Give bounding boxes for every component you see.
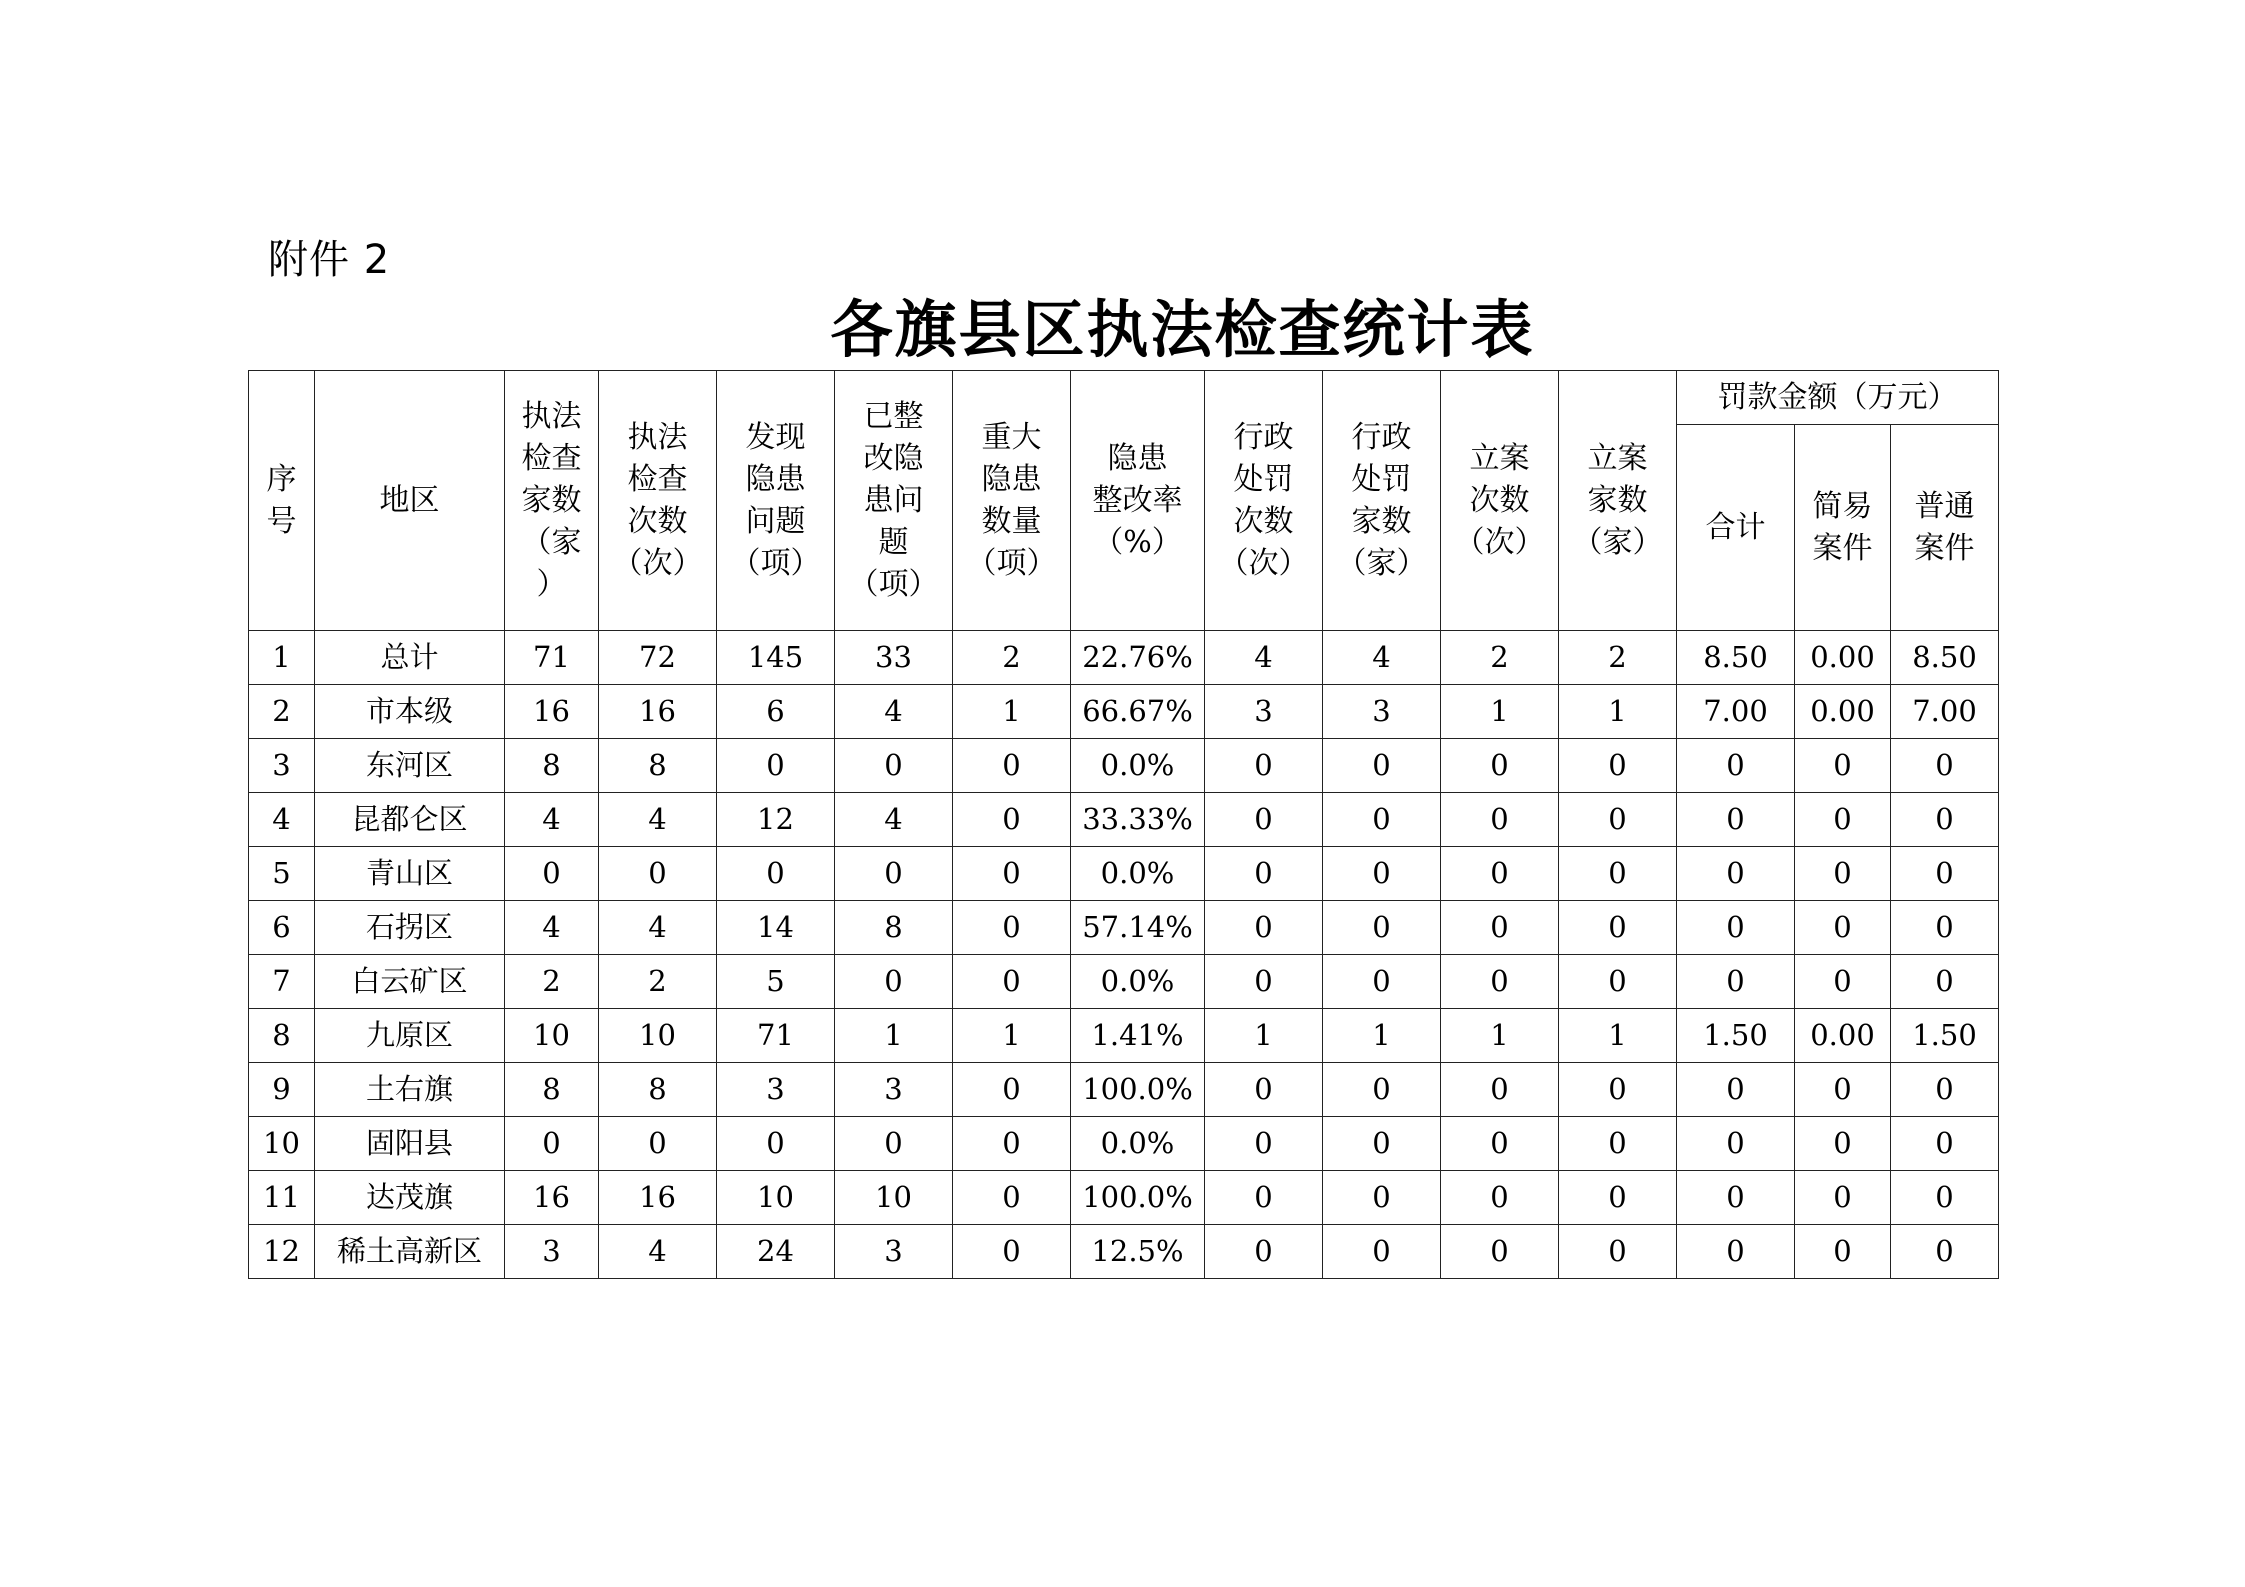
cell-case-units: 1 bbox=[1559, 1009, 1677, 1063]
cell-hazards-found: 0 bbox=[717, 1117, 835, 1171]
cell-fine-normal: 0 bbox=[1891, 847, 1999, 901]
cell-seq: 8 bbox=[249, 1009, 315, 1063]
cell-fine-simple: 0 bbox=[1795, 793, 1891, 847]
cell-admin-penalty-count: 0 bbox=[1205, 1063, 1323, 1117]
cell-fix-rate: 22.76% bbox=[1071, 631, 1205, 685]
cell-admin-penalty-units: 0 bbox=[1323, 1171, 1441, 1225]
cell-hazards-fixed: 3 bbox=[835, 1063, 953, 1117]
cell-fine-total: 0 bbox=[1677, 1063, 1795, 1117]
cell-inspection-count: 4 bbox=[599, 1225, 717, 1279]
cell-admin-penalty-units: 0 bbox=[1323, 955, 1441, 1009]
cell-case-units: 1 bbox=[1559, 685, 1677, 739]
statistics-table bbox=[248, 370, 1999, 1279]
cell-region: 东河区 bbox=[315, 739, 505, 793]
cell-inspection-count: 72 bbox=[599, 631, 717, 685]
cell-fine-total: 0 bbox=[1677, 955, 1795, 1009]
cell-major-hazards: 0 bbox=[953, 793, 1071, 847]
header-fine-normal: 普通 案件 bbox=[1891, 425, 1999, 631]
cell-major-hazards: 1 bbox=[953, 1009, 1071, 1063]
cell-admin-penalty-units: 3 bbox=[1323, 685, 1441, 739]
cell-hazards-fixed: 8 bbox=[835, 901, 953, 955]
cell-fine-normal: 0 bbox=[1891, 1171, 1999, 1225]
table-row bbox=[249, 847, 1999, 901]
cell-fine-normal: 0 bbox=[1891, 1063, 1999, 1117]
cell-case-count: 0 bbox=[1441, 1225, 1559, 1279]
cell-fine-simple: 0 bbox=[1795, 739, 1891, 793]
cell-inspected-units: 4 bbox=[505, 901, 599, 955]
cell-fix-rate: 0.0% bbox=[1071, 1117, 1205, 1171]
cell-admin-penalty-count: 0 bbox=[1205, 1117, 1323, 1171]
cell-major-hazards: 0 bbox=[953, 847, 1071, 901]
cell-case-units: 0 bbox=[1559, 1171, 1677, 1225]
cell-case-units: 0 bbox=[1559, 1117, 1677, 1171]
cell-fine-normal: 0 bbox=[1891, 1225, 1999, 1279]
cell-case-count: 0 bbox=[1441, 1063, 1559, 1117]
cell-admin-penalty-units: 0 bbox=[1323, 847, 1441, 901]
cell-inspected-units: 8 bbox=[505, 1063, 599, 1117]
cell-admin-penalty-units: 0 bbox=[1323, 1117, 1441, 1171]
cell-major-hazards: 0 bbox=[953, 1225, 1071, 1279]
cell-admin-penalty-units: 0 bbox=[1323, 901, 1441, 955]
cell-admin-penalty-count: 3 bbox=[1205, 685, 1323, 739]
table-row bbox=[249, 955, 1999, 1009]
cell-hazards-fixed: 1 bbox=[835, 1009, 953, 1063]
cell-fix-rate: 100.0% bbox=[1071, 1063, 1205, 1117]
cell-major-hazards: 0 bbox=[953, 901, 1071, 955]
cell-case-count: 1 bbox=[1441, 1009, 1559, 1063]
cell-fine-normal: 0 bbox=[1891, 739, 1999, 793]
cell-case-units: 0 bbox=[1559, 847, 1677, 901]
cell-fix-rate: 66.67% bbox=[1071, 685, 1205, 739]
cell-hazards-fixed: 10 bbox=[835, 1171, 953, 1225]
cell-admin-penalty-count: 0 bbox=[1205, 955, 1323, 1009]
page-title: 各旗县区执法检查统计表 bbox=[830, 293, 1535, 366]
cell-fine-simple: 0 bbox=[1795, 1063, 1891, 1117]
cell-seq: 10 bbox=[249, 1117, 315, 1171]
cell-fine-simple: 0 bbox=[1795, 955, 1891, 1009]
cell-admin-penalty-count: 0 bbox=[1205, 1225, 1323, 1279]
header-fine-group: 罚款金额（万元） bbox=[1677, 371, 1999, 425]
cell-major-hazards: 0 bbox=[953, 1171, 1071, 1225]
header-fine-simple: 简易 案件 bbox=[1795, 425, 1891, 631]
cell-inspected-units: 3 bbox=[505, 1225, 599, 1279]
cell-admin-penalty-count: 0 bbox=[1205, 901, 1323, 955]
cell-fine-total: 0 bbox=[1677, 793, 1795, 847]
cell-admin-penalty-units: 0 bbox=[1323, 739, 1441, 793]
cell-case-count: 0 bbox=[1441, 793, 1559, 847]
cell-fix-rate: 1.41% bbox=[1071, 1009, 1205, 1063]
cell-case-count: 0 bbox=[1441, 739, 1559, 793]
cell-inspection-count: 0 bbox=[599, 847, 717, 901]
cell-region: 达茂旗 bbox=[315, 1171, 505, 1225]
cell-case-count: 0 bbox=[1441, 1117, 1559, 1171]
header-fix-rate: 隐患 整改率 （%） bbox=[1071, 371, 1205, 631]
cell-hazards-fixed: 0 bbox=[835, 739, 953, 793]
cell-fine-normal: 8.50 bbox=[1891, 631, 1999, 685]
header-admin-penalty-count: 行政 处罚 次数 （次） bbox=[1205, 371, 1323, 631]
cell-fine-simple: 0 bbox=[1795, 901, 1891, 955]
cell-major-hazards: 0 bbox=[953, 1117, 1071, 1171]
table-row bbox=[249, 1009, 1999, 1063]
cell-hazards-fixed: 0 bbox=[835, 955, 953, 1009]
cell-fine-normal: 0 bbox=[1891, 1117, 1999, 1171]
cell-seq: 7 bbox=[249, 955, 315, 1009]
cell-admin-penalty-units: 0 bbox=[1323, 793, 1441, 847]
cell-admin-penalty-units: 0 bbox=[1323, 1225, 1441, 1279]
cell-region: 土右旗 bbox=[315, 1063, 505, 1117]
cell-case-count: 2 bbox=[1441, 631, 1559, 685]
header-admin-penalty-units: 行政 处罚 家数 （家） bbox=[1323, 371, 1441, 631]
header-region: 地区 bbox=[315, 371, 505, 631]
cell-inspected-units: 0 bbox=[505, 1117, 599, 1171]
cell-fine-total: 0 bbox=[1677, 1225, 1795, 1279]
cell-fine-simple: 0.00 bbox=[1795, 1009, 1891, 1063]
cell-case-units: 0 bbox=[1559, 793, 1677, 847]
cell-case-count: 0 bbox=[1441, 901, 1559, 955]
table-header bbox=[249, 371, 1999, 631]
cell-hazards-found: 5 bbox=[717, 955, 835, 1009]
cell-fix-rate: 33.33% bbox=[1071, 793, 1205, 847]
cell-seq: 4 bbox=[249, 793, 315, 847]
cell-hazards-found: 14 bbox=[717, 901, 835, 955]
cell-hazards-found: 0 bbox=[717, 739, 835, 793]
cell-case-units: 2 bbox=[1559, 631, 1677, 685]
table-row bbox=[249, 685, 1999, 739]
cell-fine-normal: 7.00 bbox=[1891, 685, 1999, 739]
cell-region: 九原区 bbox=[315, 1009, 505, 1063]
cell-region: 昆都仑区 bbox=[315, 793, 505, 847]
cell-region: 青山区 bbox=[315, 847, 505, 901]
header-inspected-units: 执法 检查 家数 （家 ） bbox=[505, 371, 599, 631]
cell-major-hazards: 1 bbox=[953, 685, 1071, 739]
cell-case-units: 0 bbox=[1559, 901, 1677, 955]
cell-fix-rate: 57.14% bbox=[1071, 901, 1205, 955]
cell-case-units: 0 bbox=[1559, 955, 1677, 1009]
header-fine-total: 合计 bbox=[1677, 425, 1795, 631]
cell-admin-penalty-count: 4 bbox=[1205, 631, 1323, 685]
cell-fine-total: 0 bbox=[1677, 847, 1795, 901]
cell-fine-total: 0 bbox=[1677, 1117, 1795, 1171]
cell-inspected-units: 16 bbox=[505, 1171, 599, 1225]
cell-fine-total: 0 bbox=[1677, 739, 1795, 793]
cell-inspected-units: 8 bbox=[505, 739, 599, 793]
cell-hazards-found: 24 bbox=[717, 1225, 835, 1279]
cell-seq: 3 bbox=[249, 739, 315, 793]
header-seq: 序 号 bbox=[249, 371, 315, 631]
header-inspection-count: 执法 检查 次数 （次） bbox=[599, 371, 717, 631]
cell-inspected-units: 4 bbox=[505, 793, 599, 847]
cell-admin-penalty-count: 0 bbox=[1205, 847, 1323, 901]
cell-inspected-units: 10 bbox=[505, 1009, 599, 1063]
cell-major-hazards: 0 bbox=[953, 1063, 1071, 1117]
cell-inspection-count: 10 bbox=[599, 1009, 717, 1063]
cell-inspected-units: 2 bbox=[505, 955, 599, 1009]
cell-fine-normal: 0 bbox=[1891, 793, 1999, 847]
cell-admin-penalty-units: 1 bbox=[1323, 1009, 1441, 1063]
cell-inspected-units: 0 bbox=[505, 847, 599, 901]
cell-fine-normal: 0 bbox=[1891, 901, 1999, 955]
cell-hazards-fixed: 3 bbox=[835, 1225, 953, 1279]
cell-admin-penalty-count: 0 bbox=[1205, 793, 1323, 847]
cell-hazards-found: 71 bbox=[717, 1009, 835, 1063]
table-row bbox=[249, 901, 1999, 955]
cell-admin-penalty-units: 0 bbox=[1323, 1063, 1441, 1117]
table-row bbox=[249, 1225, 1999, 1279]
cell-hazards-found: 145 bbox=[717, 631, 835, 685]
cell-admin-penalty-units: 4 bbox=[1323, 631, 1441, 685]
cell-case-count: 0 bbox=[1441, 847, 1559, 901]
cell-fine-simple: 0.00 bbox=[1795, 631, 1891, 685]
header-hazards-found: 发现 隐患 问题 （项） bbox=[717, 371, 835, 631]
attachment-label: 附件 2 bbox=[268, 237, 391, 283]
cell-admin-penalty-count: 0 bbox=[1205, 1171, 1323, 1225]
cell-case-count: 1 bbox=[1441, 685, 1559, 739]
cell-hazards-fixed: 0 bbox=[835, 847, 953, 901]
cell-fine-normal: 0 bbox=[1891, 955, 1999, 1009]
cell-fine-normal: 1.50 bbox=[1891, 1009, 1999, 1063]
cell-region: 固阳县 bbox=[315, 1117, 505, 1171]
cell-fix-rate: 0.0% bbox=[1071, 847, 1205, 901]
cell-fine-simple: 0.00 bbox=[1795, 685, 1891, 739]
cell-fine-total: 0 bbox=[1677, 901, 1795, 955]
cell-seq: 11 bbox=[249, 1171, 315, 1225]
cell-inspection-count: 2 bbox=[599, 955, 717, 1009]
cell-case-count: 0 bbox=[1441, 955, 1559, 1009]
cell-fix-rate: 0.0% bbox=[1071, 955, 1205, 1009]
cell-fine-total: 8.50 bbox=[1677, 631, 1795, 685]
cell-fix-rate: 12.5% bbox=[1071, 1225, 1205, 1279]
cell-hazards-found: 0 bbox=[717, 847, 835, 901]
cell-hazards-fixed: 33 bbox=[835, 631, 953, 685]
cell-inspected-units: 71 bbox=[505, 631, 599, 685]
cell-hazards-found: 6 bbox=[717, 685, 835, 739]
cell-fix-rate: 100.0% bbox=[1071, 1171, 1205, 1225]
cell-fine-simple: 0 bbox=[1795, 847, 1891, 901]
cell-hazards-fixed: 4 bbox=[835, 685, 953, 739]
cell-major-hazards: 2 bbox=[953, 631, 1071, 685]
cell-region: 石拐区 bbox=[315, 901, 505, 955]
cell-inspection-count: 8 bbox=[599, 739, 717, 793]
cell-region: 稀土高新区 bbox=[315, 1225, 505, 1279]
header-major-hazards: 重大 隐患 数量 （项） bbox=[953, 371, 1071, 631]
table-row bbox=[249, 1117, 1999, 1171]
table-body bbox=[249, 631, 1999, 1279]
cell-region: 总计 bbox=[315, 631, 505, 685]
cell-seq: 2 bbox=[249, 685, 315, 739]
cell-case-units: 0 bbox=[1559, 1063, 1677, 1117]
header-hazards-fixed: 已整 改隐 患问 题 （项） bbox=[835, 371, 953, 631]
cell-region: 市本级 bbox=[315, 685, 505, 739]
cell-fine-simple: 0 bbox=[1795, 1117, 1891, 1171]
header-case-units: 立案 家数 （家） bbox=[1559, 371, 1677, 631]
cell-inspection-count: 16 bbox=[599, 685, 717, 739]
cell-fine-total: 7.00 bbox=[1677, 685, 1795, 739]
cell-inspection-count: 8 bbox=[599, 1063, 717, 1117]
table-row bbox=[249, 739, 1999, 793]
table-row bbox=[249, 1063, 1999, 1117]
cell-seq: 5 bbox=[249, 847, 315, 901]
cell-region: 白云矿区 bbox=[315, 955, 505, 1009]
cell-hazards-found: 3 bbox=[717, 1063, 835, 1117]
cell-case-units: 0 bbox=[1559, 1225, 1677, 1279]
cell-fix-rate: 0.0% bbox=[1071, 739, 1205, 793]
cell-fine-simple: 0 bbox=[1795, 1171, 1891, 1225]
cell-seq: 12 bbox=[249, 1225, 315, 1279]
header-case-count: 立案 次数 （次） bbox=[1441, 371, 1559, 631]
table-row bbox=[249, 793, 1999, 847]
cell-hazards-fixed: 0 bbox=[835, 1117, 953, 1171]
cell-admin-penalty-count: 0 bbox=[1205, 739, 1323, 793]
cell-fine-total: 1.50 bbox=[1677, 1009, 1795, 1063]
cell-major-hazards: 0 bbox=[953, 955, 1071, 1009]
cell-case-units: 0 bbox=[1559, 739, 1677, 793]
cell-seq: 1 bbox=[249, 631, 315, 685]
cell-hazards-found: 12 bbox=[717, 793, 835, 847]
cell-inspection-count: 0 bbox=[599, 1117, 717, 1171]
cell-fine-simple: 0 bbox=[1795, 1225, 1891, 1279]
cell-seq: 9 bbox=[249, 1063, 315, 1117]
cell-major-hazards: 0 bbox=[953, 739, 1071, 793]
cell-admin-penalty-count: 1 bbox=[1205, 1009, 1323, 1063]
cell-seq: 6 bbox=[249, 901, 315, 955]
cell-hazards-found: 10 bbox=[717, 1171, 835, 1225]
cell-fine-total: 0 bbox=[1677, 1171, 1795, 1225]
table-row bbox=[249, 1171, 1999, 1225]
cell-inspection-count: 16 bbox=[599, 1171, 717, 1225]
table-row bbox=[249, 631, 1999, 685]
cell-inspection-count: 4 bbox=[599, 793, 717, 847]
cell-inspected-units: 16 bbox=[505, 685, 599, 739]
cell-inspection-count: 4 bbox=[599, 901, 717, 955]
cell-hazards-fixed: 4 bbox=[835, 793, 953, 847]
cell-case-count: 0 bbox=[1441, 1171, 1559, 1225]
